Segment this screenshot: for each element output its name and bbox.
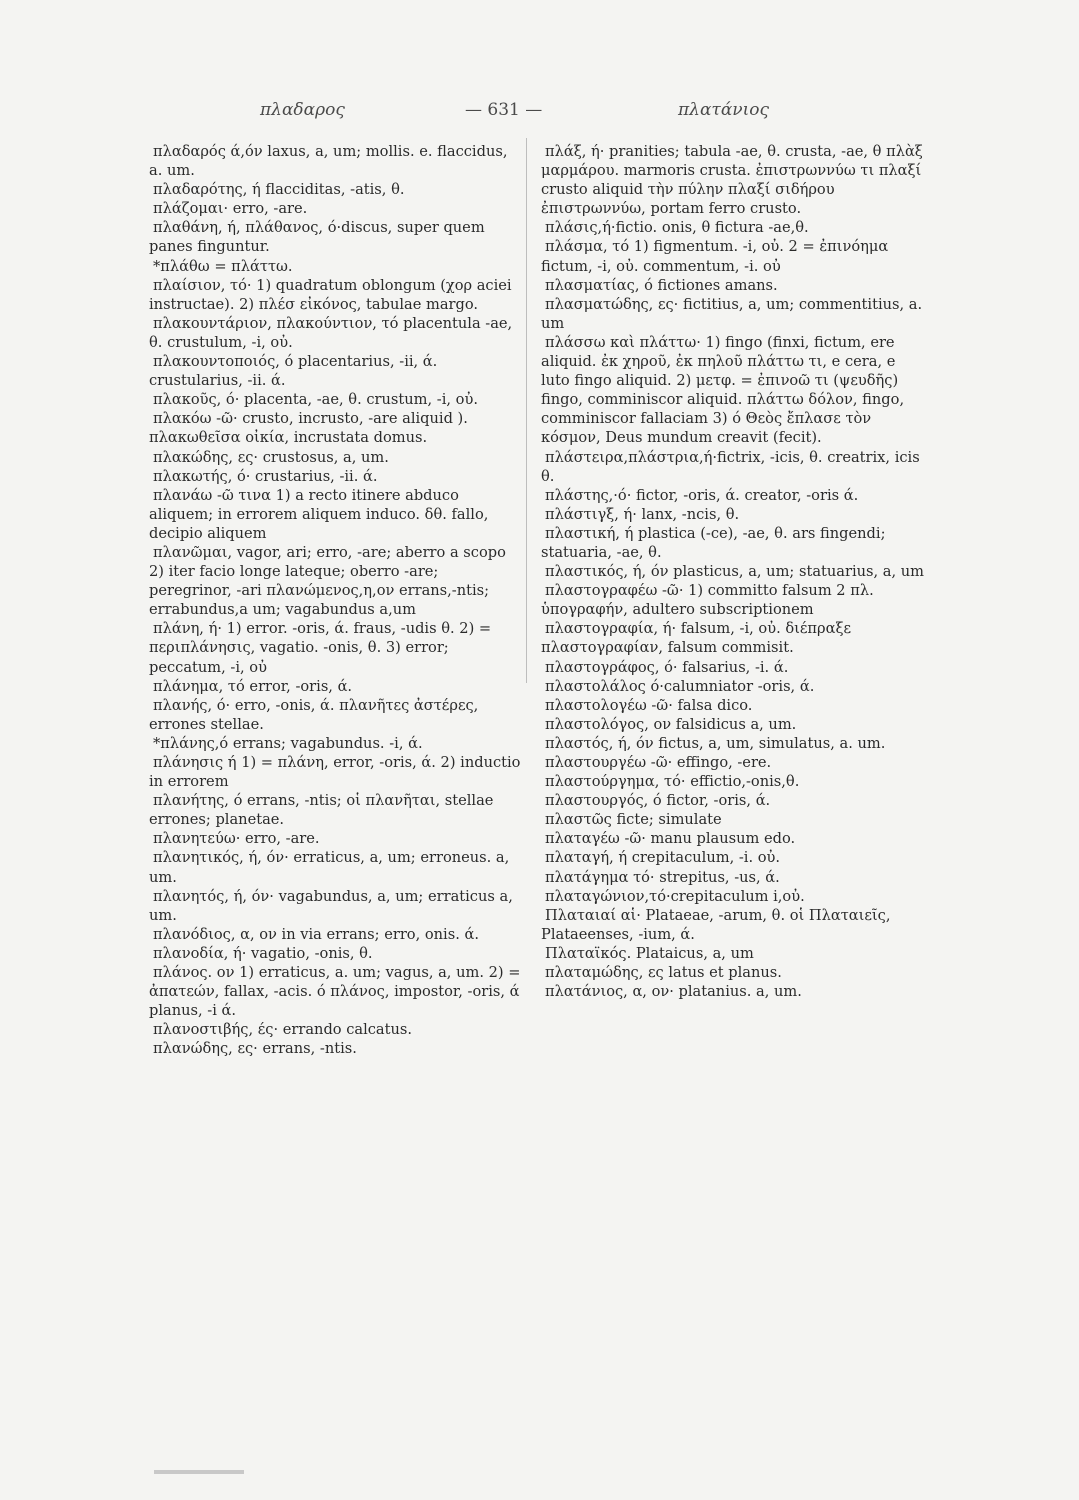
dictionary-entry: πλαστικός, ή, όν plasticus, a, um; statuarius, a, um	[545, 563, 925, 581]
dictionary-entry: πλατάνιος, α, ον· platanius. a, um.	[545, 983, 802, 1001]
dictionary-entry: πλατάγημα τό· strepitus, -us, ά.	[545, 868, 780, 886]
dictionary-entry: πλαίσιον, τό· 1) quadratum oblongum (χορ aciei instructae). 2) πλέσ εἰκόνος, tabulae margo.	[149, 276, 512, 313]
dictionary-entry: πλανῶμαι, vagor, ari; erro, -are; aberro a scopo 2) iter facio longe lateque; oberro -are; peregrinor, -ari πλανώμενος,η,ον errans,-ntis; errabundus,a um; vagabundus a,um	[149, 543, 506, 619]
dictionary-entry: πλαστουργέω -ῶ· effingo, -ere.	[545, 754, 772, 771]
left-column	[145, 142, 525, 1059]
dictionary-entry: πλαδαρότης, ή flacciditas, -atis, θ.	[153, 181, 405, 199]
dictionary-entry: πλανώδης, ες· errans, -ntis.	[153, 1040, 357, 1058]
dictionary-entry: πλακουντάριον, πλακούντιον, τό placentula -ae, θ. crustulum, -i, οὐ.	[149, 314, 513, 351]
dictionary-entry: πλάνησις ή 1) = πλάνη, error, -oris, ά. 2) inductio in errorem	[149, 754, 521, 791]
dictionary-entry: πλανητεύω· erro, -are.	[153, 830, 320, 848]
dictionary-entry: πλασματίας, ό fictiones amans.	[545, 276, 778, 294]
dictionary-entry: Πλαταιαί αἱ· Plataeae, -arum, θ. οἱ Πλαταιεῖς, Plataeenses, -ium, ά.	[541, 906, 891, 943]
header-right-word: πλατάνιος	[678, 100, 770, 120]
dictionary-entry: πλακωτής, ό· crustarius, -ii. ά.	[153, 467, 378, 485]
dictionary-entry: πλάσμα, τό 1) figmentum. -i, οὐ. 2 = ἐπινόημα fictum, -i, οὐ. commentum, -i. οὐ	[541, 238, 889, 275]
dictionary-entry: πλανητός, ή, όν· vagabundus, a, um; erraticus a, um.	[149, 887, 513, 924]
dictionary-entry: πλαστολογέω -ῶ· falsa dico.	[545, 696, 753, 714]
dictionary-entry: πλάνος. ον 1) erraticus, a. um; vagus, a, um. 2) = ἀπατεών, fallax, -acis. ό πλάνος, impostor, -oris, ά planus, -i ά.	[149, 964, 521, 1020]
dictionary-entry: πλάσις,ή·fictio. onis, θ fictura -ae,θ.	[545, 219, 809, 237]
dictionary-entry: πλάνημα, τό error, -oris, ά.	[153, 677, 353, 695]
column-divider	[526, 138, 527, 683]
dictionary-entry: πλαστογραφία, ή· falsum, -i, οὐ. διέπραξε πλαστογραφίαν, falsum commisit.	[541, 620, 852, 657]
dictionary-entry: πλαστολάλος ό·calumniator -oris, ά.	[545, 677, 815, 695]
dictionary-entry: *πλάνης,ό errans; vagabundus. -i, ά.	[153, 734, 423, 752]
dictionary-entry: *πλάθω = πλάττω.	[153, 257, 293, 275]
dictionary-entry: πλαστῶς ficte; simulate	[545, 811, 722, 829]
dictionary-entry: πλάξ, ή· pranities; tabula -ae, θ. crusta, -ae, θ πλὰξ μαρμάρου. marmoris crusta. ἐπιστρωννύω τι πλαξί crusto aliquid τὴν πύλην πλαξί σιδήρου ἐπιστρωννύω, portam ferro crusto.	[541, 143, 923, 218]
dictionary-entry: πλανοστιβής, ές· errando calcatus.	[153, 1021, 413, 1039]
dictionary-entry: πλαστουργός, ό fictor, -oris, ά.	[545, 792, 771, 810]
dictionary-entry: πλαταγή, ή crepitaculum, -i. οὐ.	[545, 849, 781, 867]
dictionary-entry: πλάνη, ή· 1) error. -oris, ά. fraus, -udis θ. 2) = περιπλάνησις, vagatio. -onis, θ. 3) error; peccatum, -i, οὐ	[149, 620, 492, 676]
dictionary-entry: πλαταμώδης, ες latus et planus.	[545, 964, 782, 982]
dictionary-entry: πλάστης,·ό· fictor, -oris, ά. creator, -oris ά.	[545, 486, 859, 504]
header-left-word: πλαδαρος	[260, 100, 345, 120]
dictionary-entry: πλαστογράφος, ό· falsarius, -i. ά.	[545, 658, 789, 676]
dictionary-entry: πλανάω -ῶ τινα 1) a recto itinere abduco aliquem; in errorem aliquem induco. δθ. fallo, decipio aliquem	[149, 486, 489, 542]
dictionary-entry: πλανόδιος, α, ον in via errans; erro, onis. ά.	[153, 925, 479, 943]
right-column	[537, 142, 927, 1001]
dictionary-entry: Πλαταϊκός. Plataicus, a, um	[545, 944, 754, 962]
dictionary-entry: πλαδαρός ά,όν laxus, a, um; mollis. e. flaccidus, a. um.	[149, 143, 508, 180]
dictionary-entry: πλαστική, ή plastica (-ce), -ae, θ. ars fingendi; statuaria, -ae, θ.	[541, 524, 886, 561]
dictionary-entry: πλαταγώνιον,τό·crepitaculum i,οὐ.	[545, 887, 805, 905]
dictionary-entry: πλακόω -ῶ· crusto, incrusto, -are aliquid ). πλακωθεῖσα οἰκία, incrustata domus.	[149, 410, 468, 447]
dictionary-entry: πλακουντοποιός, ό placentarius, -ii, ά. crustularius, -ii. ά.	[149, 353, 438, 390]
dictionary-entry: πλανητικός, ή, όν· erraticus, a, um; erroneus. a, um.	[149, 849, 510, 886]
dictionary-entry: πλανήτης, ό errans, -ntis; οἱ πλανῆται, stellae errones; planetae.	[149, 792, 494, 829]
dictionary-entry: πλακώδης, ες· crustosus, a, um.	[153, 448, 389, 466]
dictionary-entry: πλακοῦς, ό· placenta, -ae, θ. crustum, -i, οὐ.	[153, 391, 478, 409]
dictionary-entry: πλάστιγξ, ή· lanx, -ncis, θ.	[545, 505, 740, 523]
dictionary-entry: πλάσσω καὶ πλάττω· 1) fingo (finxi, fictum, ere aliquid. ἐκ χηροῦ, ἐκ πηλοῦ πλάττω τι, e cera, e luto fingo aliquid. 2) μετφ. = ἐπινοῶ τι (ψευδῆς) fingo, comminiscor aliquid. πλάττω δόλον, fingo, comminiscor fallaciam 3) ό Θεὸς ἔπλασε τὸν κόσμον, Deus mundum creavit (fecit).	[541, 333, 905, 447]
dictionary-entry: πλαστούργημα, τό· effictio,-onis,θ.	[545, 773, 800, 791]
dictionary-entry: πλάζομαι· erro, -are.	[153, 200, 308, 218]
running-head	[150, 100, 940, 128]
dictionary-entry: πλανοδία, ή· vagatio, -onis, θ.	[153, 944, 373, 962]
dictionary-entry: πλαστός, ή, όν fictus, a, um, simulatus, a. um.	[545, 734, 886, 752]
page-number: — 631 —	[465, 100, 543, 120]
dictionary-entry: πλαταγέω -ῶ· manu plausum edo.	[545, 830, 796, 848]
dictionary-entry: πλασματώδης, ες· fictitius, a, um; commentitius, a. um	[541, 295, 923, 332]
dictionary-entry: πλάστειρα,πλάστρια,ή·fictrix, -icis, θ. creatrix, icis θ.	[541, 448, 920, 485]
dictionary-entry: πλανής, ό· erro, -onis, ά. πλανῆτες ἀστέρες, errones stellae.	[149, 696, 479, 733]
dictionary-entry: πλαθάνη, ή, πλάθανος, ό·discus, super quem panes finguntur.	[149, 219, 485, 256]
footer-mark	[154, 1470, 244, 1474]
dictionary-entry: πλαστολόγος, ον falsidicus a, um.	[545, 715, 797, 733]
dictionary-entry: πλαστογραφέω -ῶ· 1) committo falsum 2 πλ. ὑπογραφήν, adultero subscriptionem	[541, 582, 874, 619]
